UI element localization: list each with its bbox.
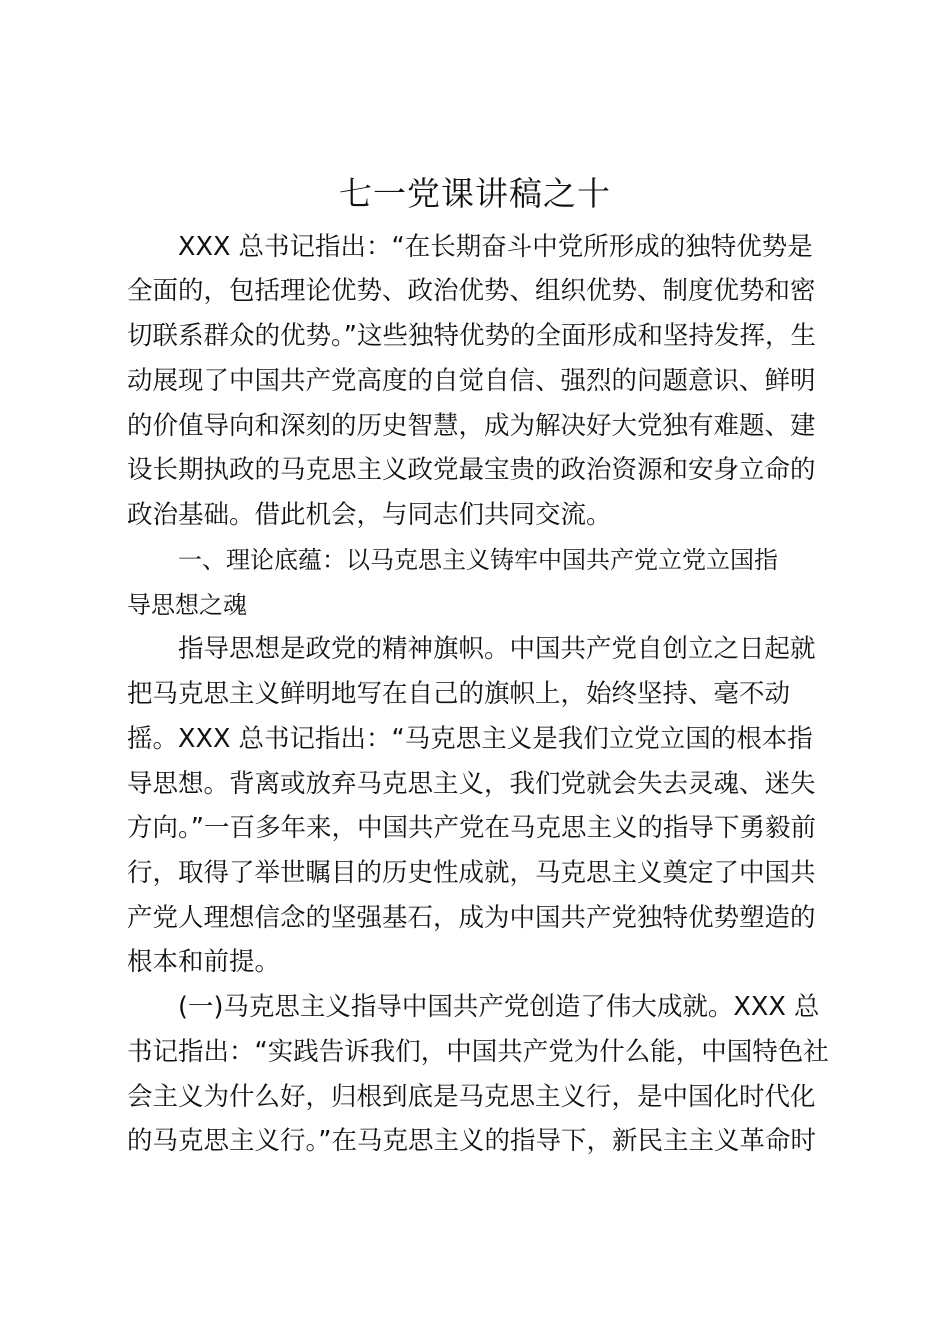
body-line: 方向。”一百多年来，中国共产党在马克思主义的指导下勇毅前: [127, 813, 816, 843]
body-line: 政治基础。借此机会，与同志们共同交流。: [127, 500, 612, 530]
body-line: 行，取得了举世瞩目的历史性成就，马克思主义奠定了中国共: [127, 858, 816, 888]
body-line: 产党人理想信念的坚强基石，成为中国共产党独特优势塑造的: [127, 903, 816, 933]
section-heading: 一、理论底蕴：以马克思主义铸牢中国共产党立党立国指: [178, 546, 778, 574]
body-line: 全面的，包括理论优势、政治优势、组织优势、制度优势和密: [127, 276, 816, 306]
body-line: 会主义为什么好，归根到底是马克思主义行，是中国化时代化: [127, 1082, 816, 1112]
body-line: 把马克思主义鲜明地写在自己的旗帜上，始终坚持、毫不动: [127, 679, 791, 709]
body-line: 根本和前提。: [127, 947, 281, 977]
body-line: 摇。XXX 总书记指出：“马克思主义是我们立党立国的根本指: [127, 724, 813, 754]
body-line: XXX 总书记指出：“在长期奋斗中党所形成的独特优势是: [178, 232, 813, 262]
body-line: 书记指出：“实践告诉我们，中国共产党为什么能，中国特色社: [127, 1037, 829, 1067]
body-line: 动展现了中国共产党高度的自觉自信、强烈的问题意识、鲜明: [127, 366, 816, 396]
document-title: 七一党课讲稿之十: [339, 174, 611, 213]
body-line: 切联系群众的优势。”这些独特优势的全面形成和坚持发挥，生: [127, 321, 816, 351]
body-line: 的价值导向和深刻的历史智慧，成为解决好大党独有难题、建: [127, 411, 816, 441]
subsection-line: (一)马克思主义指导中国共产党创造了伟大成就。XXX 总: [178, 992, 820, 1022]
body-line: 的马克思主义行。”在马克思主义的指导下，新民主主义革命时: [127, 1126, 816, 1156]
body-line: 设长期执政的马克思主义政党最宝贵的政治资源和安身立命的: [127, 455, 816, 485]
body-line: 导思想。背离或放弃马克思主义，我们党就会失去灵魂、迷失: [127, 769, 816, 799]
section-heading: 导思想之魂: [127, 591, 247, 619]
body-line: 指导思想是政党的精神旗帜。中国共产党自创立之日起就: [178, 634, 816, 664]
